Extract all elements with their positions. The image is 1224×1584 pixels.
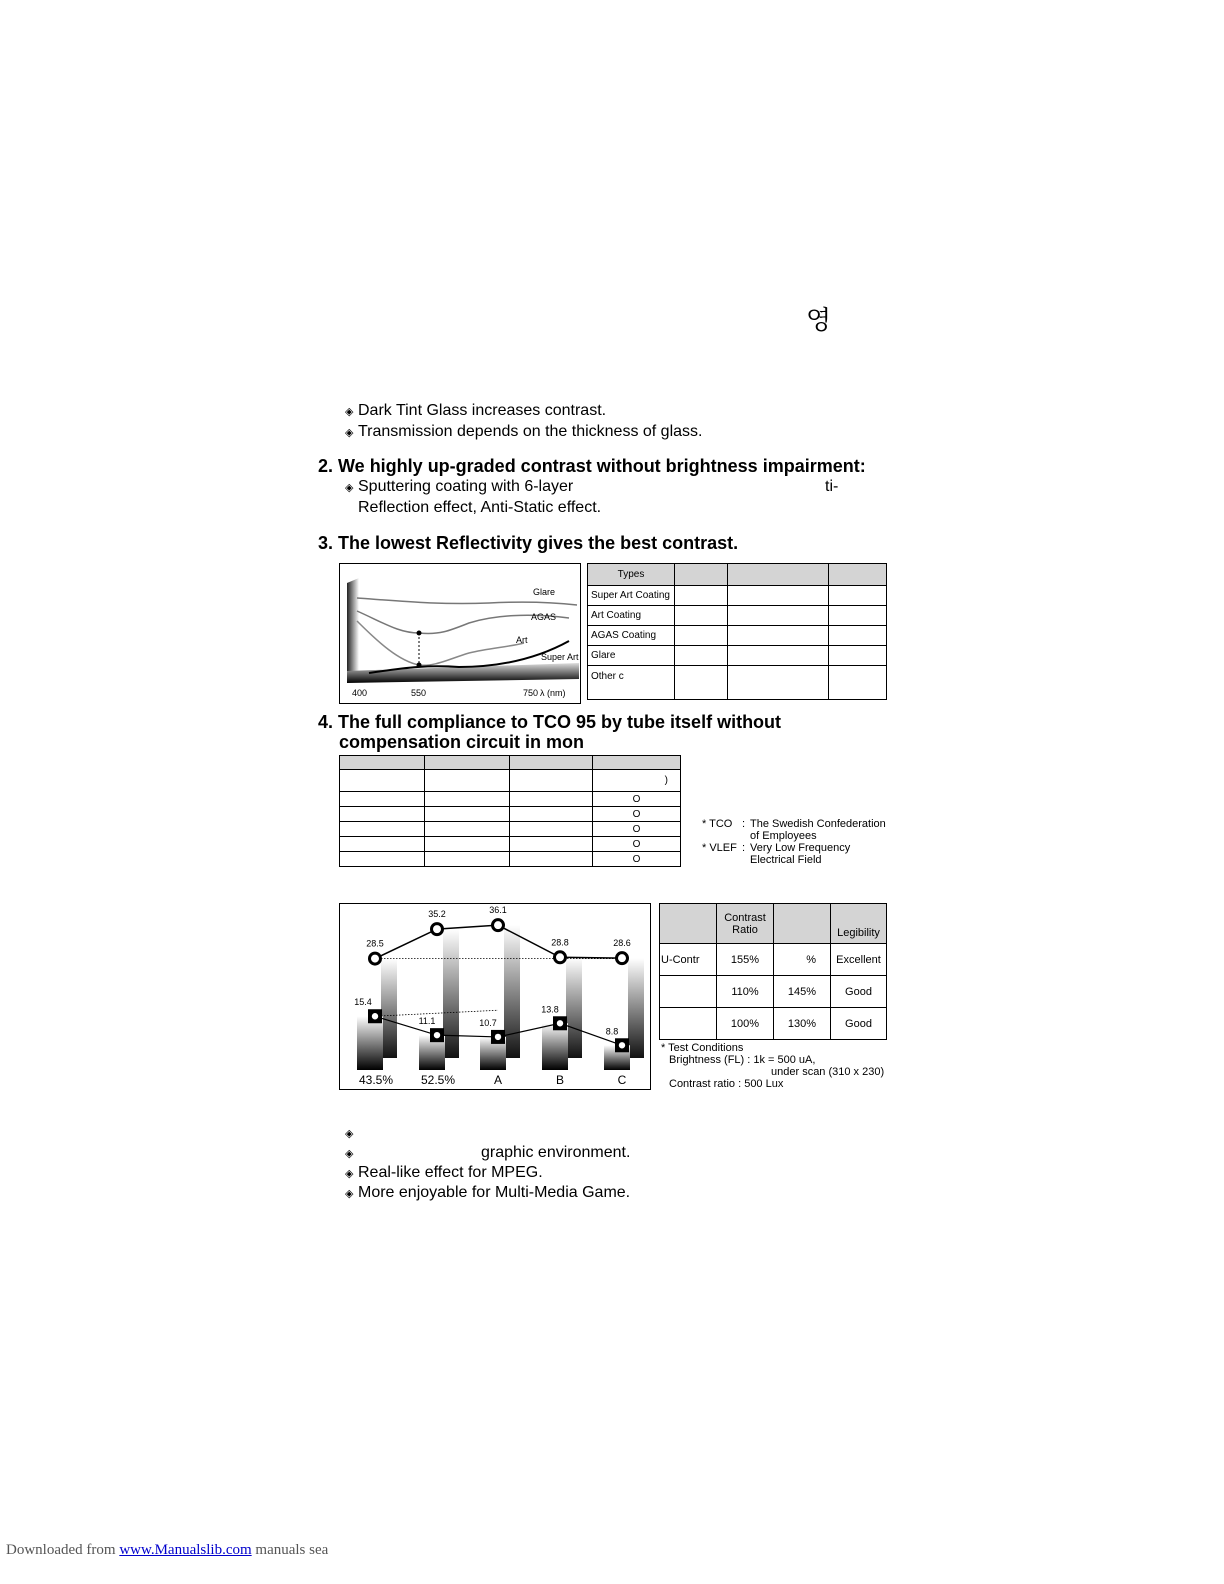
x-tick-400: 400	[352, 688, 368, 698]
gradient-column-tall	[381, 959, 397, 1058]
category-label: 43.5%	[358, 1073, 394, 1087]
bullet-empty	[345, 1124, 358, 1142]
note-vlef-line2: Electrical Field	[750, 854, 822, 866]
section3-heading: 3. The lowest Reflectivity gives the best contrast.	[318, 533, 739, 553]
chart-vertical-axis	[347, 578, 359, 683]
bullet-icon: ◈	[345, 1128, 354, 1140]
square-marker-dot	[495, 1034, 501, 1040]
note-tco-line2: of Employees	[750, 830, 817, 842]
paren-cell: )	[593, 770, 681, 792]
bullet-graphic	[345, 1144, 358, 1162]
square-marker-dot	[619, 1042, 625, 1048]
contrast-cell: 145%	[774, 976, 831, 1008]
bullet-text: Transmission depends on the thickness of glass.	[358, 423, 703, 440]
value-label-top: 28.5	[366, 938, 384, 949]
test-conditions-scan: under scan (310 x 230)	[771, 1066, 885, 1078]
bullet-icon: ◈	[345, 427, 354, 439]
note-tco-line1: The Swedish Confederation	[750, 818, 886, 830]
section4-heading-line1: 4. The full compliance to TCO 95 by tube itself without	[318, 712, 782, 732]
footer	[6, 1542, 328, 1559]
bullet-icon: ◈	[345, 406, 354, 418]
circle-marker	[555, 952, 566, 963]
gradient-column-tall	[628, 958, 644, 1058]
contrast-header-cell: Legibility	[831, 904, 887, 944]
compliance-mark: O	[593, 837, 681, 852]
empty-cell	[675, 564, 728, 586]
compliance-mark: O	[593, 822, 681, 837]
gradient-column-tall	[443, 929, 459, 1058]
bullet-game	[345, 1184, 630, 1202]
bullet-text: Real-like effect for MPEG.	[358, 1164, 543, 1181]
contrast-header-cell	[660, 904, 717, 944]
types-row-label: Super Art Coating	[588, 586, 675, 606]
bullet-icon: ◈	[345, 1168, 354, 1180]
x-tick-550: 550	[411, 688, 427, 698]
test-conditions-title: * Test Conditions	[661, 1042, 744, 1054]
square-marker-dot	[557, 1020, 563, 1026]
gradient-column-tall	[566, 957, 582, 1058]
value-label-top: 35.2	[428, 909, 446, 920]
note-tco-key: * TCO	[702, 818, 733, 830]
manualslib-link[interactable]: www.Manualslib.com	[119, 1542, 252, 1558]
gradient-column-tall	[504, 925, 520, 1058]
types-table	[587, 563, 887, 700]
reflectivity-chart	[339, 563, 581, 704]
contrast-chart	[339, 903, 651, 1090]
value-label-top: 28.6	[613, 938, 631, 949]
value-label-top: 36.1	[489, 905, 507, 916]
bullet-dark-tint	[345, 402, 606, 420]
contrast-cell: 155%	[717, 944, 774, 976]
label-agas: AGAS	[531, 612, 557, 622]
compliance-mark: O	[593, 807, 681, 822]
empty-cell	[728, 564, 829, 586]
section2-heading: 2. We highly up-graded contrast without brightness impairment:	[318, 456, 866, 476]
contrast-header-cell	[774, 904, 831, 944]
types-row-label: Other c	[588, 666, 675, 700]
category-label: 52.5%	[420, 1073, 456, 1087]
contrast-cell: 110%	[717, 976, 774, 1008]
note-vlef-line1: Very Low Frequency	[750, 842, 851, 854]
bullet-sputtering	[345, 478, 573, 496]
circle-marker	[617, 953, 628, 964]
gradient-column-short	[357, 1016, 383, 1070]
bullet-sputtering-end: ti-	[825, 478, 839, 495]
x-tick-750: 750	[523, 688, 539, 698]
contrast-cell: U-Contr	[660, 944, 717, 976]
label-super-art: Super Art	[541, 652, 579, 662]
types-row-label: AGAS Coating	[588, 626, 675, 646]
square-marker-dot	[372, 1013, 378, 1019]
section4-heading-line2: compensation circuit in mon	[339, 732, 585, 752]
contrast-header-cell: Contrast Ratio	[717, 904, 774, 944]
footer-prefix: Downloaded from	[6, 1542, 116, 1558]
value-label-bottom: 10.7	[479, 1017, 497, 1028]
marker-dot	[417, 663, 422, 668]
tco-table	[339, 755, 681, 867]
value-label-top: 28.8	[551, 937, 569, 948]
value-label-bottom: 15.4	[354, 997, 372, 1008]
circle-marker	[493, 920, 504, 931]
types-row-label: Glare	[588, 646, 675, 666]
square-marker-dot	[434, 1032, 440, 1038]
empty-cell	[829, 564, 887, 586]
label-art: Art	[516, 635, 528, 645]
bullet-mpeg	[345, 1164, 543, 1182]
category-label: B	[555, 1073, 565, 1087]
category-label: C	[617, 1073, 627, 1087]
value-label-bottom: 11.1	[418, 1016, 436, 1027]
gradient-column-short	[542, 1023, 568, 1070]
bullet-icon: ◈	[345, 1148, 354, 1160]
circle-marker	[432, 924, 443, 935]
footer-suffix: manuals sea	[255, 1542, 329, 1558]
contrast-table	[659, 903, 887, 1040]
types-header: Types	[588, 564, 675, 586]
label-glare: Glare	[533, 587, 556, 597]
contrast-cell: 130%	[774, 1008, 831, 1040]
contrast-cell: %	[774, 944, 831, 976]
category-label: A	[493, 1073, 503, 1087]
bullet-graphic-text: graphic environment.	[481, 1144, 631, 1161]
bullet-icon: ◈	[345, 482, 354, 494]
contrast-cell: Good	[831, 976, 887, 1008]
value-label-bottom: 8.8	[605, 1026, 619, 1037]
contrast-cell: Excellent	[831, 944, 887, 976]
bullet-transmission	[345, 423, 702, 441]
circle-marker	[370, 953, 381, 964]
bullet-text: More enjoyable for Multi-Media Game.	[358, 1184, 631, 1201]
types-row-label: Art Coating	[588, 606, 675, 626]
note-vlef-sep: :	[742, 842, 746, 854]
bullet-text: Sputtering coating with 6-layer	[358, 478, 574, 495]
note-vlef-key: * VLEF	[702, 842, 737, 854]
value-label-bottom: 13.8	[541, 1004, 559, 1015]
compliance-mark: O	[593, 852, 681, 867]
test-conditions-contrast: Contrast ratio : 500 Lux	[669, 1078, 784, 1090]
bullet-sputtering-line2: Reflection effect, Anti-Static effect.	[358, 499, 602, 516]
compliance-mark: O	[593, 792, 681, 807]
note-tco-sep: :	[742, 818, 746, 830]
bullet-text: Dark Tint Glass increases contrast.	[358, 402, 607, 419]
marker-dot	[417, 631, 422, 636]
test-conditions-brightness: Brightness (FL) : 1k = 500 uA,	[669, 1054, 816, 1066]
contrast-cell: 100%	[717, 1008, 774, 1040]
contrast-cell: Good	[831, 1008, 887, 1040]
bullet-icon: ◈	[345, 1188, 354, 1200]
contrast-cell	[660, 976, 717, 1008]
contrast-cell	[660, 1008, 717, 1040]
korean-character: 영	[806, 306, 832, 336]
x-unit: λ (nm)	[540, 688, 566, 698]
